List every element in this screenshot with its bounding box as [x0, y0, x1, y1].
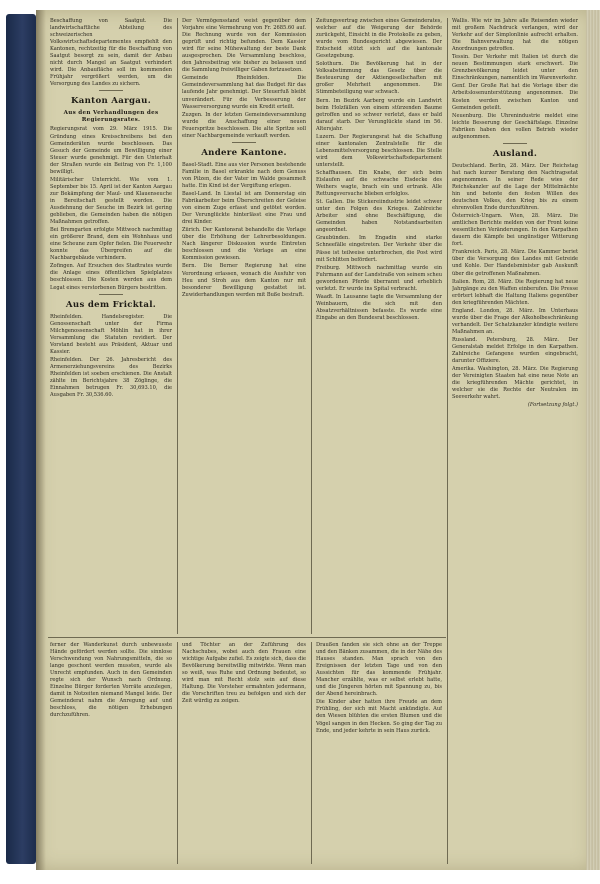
- column-rule: [177, 18, 178, 634]
- page-fold-shadow: [36, 10, 46, 870]
- article-paragraph: England. London, 28. März. Im Unterhaus wurde über die Frage der Alkoholbeschränkung verhandelt. Der Schatzkanzler kündigte weitere Maßnahmen an.: [452, 307, 578, 335]
- feuilleton-column-2: [182, 642, 306, 864]
- feuilleton-paragraph: ferner der Wanderkunst durch unbewusste Hände gefördert werden sollte. Die sinnlose Verschwendung von Nahrungsmitteln, die so lange geschont werden mussten, wurde als Unrecht empfunden. Auch in den Gemeinden regte sich der Wunsch nach Ordnung. Einzelne Bürger forderten Vorräte anzulegen, damit in Notzeiten niemand Mangel leide. Der Gemeinderat nahm die Anregung auf und beschloss, die nötigen Erhebungen durchzuführen.: [50, 642, 172, 719]
- article-paragraph: St. Gallen. Die Stickereiindustrie leidet schwer unter den Folgen des Krieges. Zahlreiche Arbeiter sind ohne Beschäftigung, die Gemeinden haben Notstandsarbeiten angeordnet.: [316, 199, 442, 234]
- article-paragraph: Neuenburg. Die Uhrenindustrie meldet eine leichte Besserung der Geschäftslage. Einzelne Fabriken haben den vollen Betrieb wieder aufgenommen.: [452, 112, 578, 140]
- section-heading-andere-kantone: Andere Kantone.: [201, 147, 287, 158]
- article-divider: [99, 294, 123, 295]
- section-heading-ausland: Ausland.: [492, 148, 538, 159]
- column-rule: [447, 18, 448, 864]
- column-rule: [177, 642, 178, 864]
- column-rule: [311, 642, 312, 864]
- article-paragraph: Russland. Petersburg, 28. März. Der Generalstab meldet Erfolge in den Karpathen. Zahlreiche Gefangene wurden eingebracht, darunter Offiziere.: [452, 336, 578, 365]
- column-3: [316, 18, 442, 634]
- section-heading-fricktal: Aus dem Fricktal.: [65, 299, 157, 310]
- article-paragraph: Zofingen. Auf Ersuchen des Stadtrates wurde die Anlage eines öffentlichen Spielplatzes beschlossen. Die Kosten werden aus dem Legat eines verstorbenen Bürgers bestritten.: [50, 263, 172, 291]
- article-paragraph: Bern. Im Bezirk Aarberg wurde ein Landwirt beim Holzfällen von einem stürzenden Baume getroffen und so schwer verletzt, dass er bald darauf starb. Der Verunglückte stand im 56. Altersjahr.: [316, 97, 442, 132]
- article-paragraph: Zuzgen. In der letzten Gemeindeversammlung wurde die Anschaffung einer neuen Feuerspritze beschlossen. Die alte Spritze soll einer Nachbargemeinde verkauft werden.: [182, 111, 306, 139]
- feuilleton-paragraph: Die Kinder aber hatten ihre Freude an dem Frühling, der sich mit Macht ankündigte. Auf den Wiesen blühten die ersten Blumen und die Vögel sangen in den Hecken. So ging der Tag zu Ende, und jeder kehrte in sein Haus zurück.: [316, 699, 442, 734]
- article-paragraph: Frankreich. Paris, 28. März. Die Kammer beriet über die Versorgung des Landes mit Getreide und Kohle. Der Handelsminister gab Auskunft über die getroffenen Maßnahmen.: [452, 249, 578, 277]
- article-paragraph: Luzern. Der Regierungsrat hat die Schaffung einer kantonalen Zentralstelle für die Lebensmittelversorgung beschlossen. Die Stelle wird dem Volkswirtschaftsdepartement unterstellt.: [316, 133, 442, 168]
- book-binding: [6, 14, 36, 864]
- article-paragraph: Freiburg. Mittwoch nachmittag wurde ein Fuhrmann auf der Landstraße von seinem scheu gewordenen Pferde überrannt und erheblich verletzt. Er wurde ins Spital verbracht.: [316, 264, 442, 292]
- article-paragraph: Waadt. In Lausanne tagte die Versammlung der Weinbauern, die sich mit den Absatzverhältnissen befasste. Es wurde eine Eingabe an den Bundesrat beschlossen.: [316, 293, 442, 321]
- feuilleton-paragraph: und Töchter an der Zuführung des Nachschubes, wobei auch den Frauen eine wichtige Aufgabe zufiel. Es zeigte sich, dass die Bevölkerung bereitwillig mitwirkte. Wenn man so weiß, was Ruhe und Ordnung bedeutet, so wird man mit Recht stolz sein auf diese Haltung. Die Vorsteher ermahnten jedermann, die Vorschriften treu zu befolgen und sich der Zeit würdig zu zeigen.: [182, 642, 306, 705]
- continuation-note: (Fortsetzung folgt.): [527, 402, 578, 409]
- article-paragraph: Italien. Rom, 28. März. Die Regierung hat neue Jahrgänge zu den Waffen einberufen. Die Presse erörtert lebhaft die Haltung Italiens gegenüber den kriegführenden Mächten.: [452, 278, 578, 306]
- article-paragraph: Solothurn. Die Bevölkerung hat in der Volksabstimmung das Gesetz über die Besteuerung der Aktiengesellschaften mit großer Mehrheit angenommen. Die Stimmbeteiligung war schwach.: [316, 61, 442, 96]
- feuilleton-column-1: [50, 642, 172, 864]
- section-heading-aargau: Kanton Aargau.: [70, 96, 151, 107]
- article-paragraph: Deutschland. Berlin, 28. März. Der Reichstag hat nach kurzer Beratung den Nachtragsetat angenommen. In seiner Rede wies der Reichskanzler auf die Lage der Mittelmächte hin und betonte den festen Willen des deutschen Volkes, den Krieg bis zu einem ehrenvollen Ende durchzuführen.: [452, 162, 578, 212]
- page-block-edge: [586, 10, 600, 870]
- article-paragraph: Österreich-Ungarn. Wien, 28. März. Die amtlichen Berichte melden von der Front keine wesentlichen Veränderungen. In den Karpathen dauern die Kämpfe bei ungünstiger Witterung fort.: [452, 213, 578, 248]
- article-paragraph: Schaffhausen. Ein Knabe, der sich beim Eislaufen auf die schwache Eisdecke des Weihers wagte, brach ein und ertrank. Alle Rettungsversuche blieben erfolglos.: [316, 169, 442, 198]
- section-rule: [48, 637, 446, 638]
- article-paragraph: Regierungsrat vom 29. März 1915. Die Gründung eines Kreisschreibens bei den Gemeinderäten wurde beschlossen. Das Gesuch der Gemeinde um Bewilligung einer Steuer wurde genehmigt. Für den Unterhalt der Straßen wurde ein Beitrag von Fr. 1,100 bewilligt.: [50, 126, 172, 175]
- article-divider: [503, 143, 527, 144]
- subheading: Aus den Verhandlungen des Regierungsrates.: [63, 110, 159, 124]
- article-paragraph: Rheinfelden. Handelsregister. Die Genossenschaft unter der Firma Milchgenossenschaft Möhlin hat in ihrer Versammlung die Statuten revidiert. Der Vorstand besteht aus Präsident, Aktuar und Kassier.: [50, 313, 172, 355]
- column-4: [452, 18, 578, 864]
- column-1: [50, 18, 172, 634]
- article-paragraph: Beschaffung von Saatgut. Die landwirtschaftliche Abteilung des schweizerischen Volkswirtschaftsdepartementes empfiehlt den Kantonen, rechtzeitig für die Beschaffung von Saatgut besorgt zu sein, damit der Anbau nicht durch Mangel an Saatgut verhindert wird. Die Anbaufläche soll im kommenden Frühjahr vergrößert werden, um die Versorgung des Landes zu sichern.: [50, 18, 172, 88]
- article-paragraph: Bei Bremgarten erfolgte Mittwoch nachmittag ein größerer Brand, dem ein Wohnhaus und eine Scheune zum Opfer fielen. Die Feuerwehr konnte das Übergreifen auf die Nachbargebäude verhindern.: [50, 227, 172, 262]
- feuilleton-column-3: [316, 642, 442, 864]
- article-paragraph: Militärischer Unterricht. Wie vom 1. September bis 15. April ist der Kanton Aargau zur Bekämpfung der Maul- und Klauenseuche in Bereitschaft gestellt worden. Die Ausdehnung der Seuche im Bezirk ist gering geblieben, die Gemeinden haben die nötigen Maßnahmen getroffen.: [50, 176, 172, 226]
- article-paragraph: Amerika. Washington, 28. März. Die Regierung der Vereinigten Staaten hat eine neue Note an die kriegführenden Mächte gerichtet, in welcher sie die Rechte der Neutralen im Seeverkehr wahrt.: [452, 366, 578, 401]
- newspaper-page: [36, 10, 592, 870]
- article-paragraph: Der Vermögensstand weist gegenüber dem Vorjahre eine Vermehrung von Fr. 2685.60 auf. Die Rechnung wurde von der Kommission geprüft und richtig befunden. Dem Kassier wird für seine Mühewaltung der beste Dank ausgesprochen. Die Versammlung beschloss, den Jahresbeitrag wie bisher zu belassen und die Sammlung freiwilliger Gaben fortzusetzen.: [182, 18, 306, 74]
- article-paragraph: Bern. Die Berner Regierung hat eine Verordnung erlassen, wonach die Ausfuhr von Heu und Stroh aus dem Kanton nur mit besonderer Bewilligung gestattet ist. Zuwiderhandlungen werden mit Buße bestraft.: [182, 263, 306, 298]
- feuilleton-paragraph: Draußen fanden sie sich ohne an der Treppe und den Bänken zusammen, die in der Nähe des Hauses standen. Man sprach von den Ereignissen der letzten Tage und von den Aussichten für das kommende Frühjahr. Mancher erzählte, was er selbst erlebt hatte, und die Jüngeren hörten mit Spannung zu, bis der Abend hereinbrach.: [316, 642, 442, 698]
- article-paragraph: Basel-Land. In Liestal ist am Donnerstag ein Fabrikarbeiter beim Überschreiten der Geleise von einem Zuge erfasst und getötet worden. Der Verunglückte hinterlässt eine Frau und drei Kinder.: [182, 190, 306, 226]
- article-paragraph: Wallis. Wie wir im Jahre alle Reisenden wieder mit großem Nachdruck verlangen, wird der Verkehr auf der Simplonlinie aufrecht erhalten. Die Bahnverwaltung hat die nötigen Anordnungen getroffen.: [452, 18, 578, 53]
- article-paragraph: Basel-Stadt. Eine aus vier Personen bestehende Familie in Basel erkrankte nach dem Genuss von Pilzen, die der Vater im Walde gesammelt hatte. Ein Kind ist der Vergiftung erlegen.: [182, 161, 306, 189]
- article-divider: [232, 142, 256, 143]
- article-paragraph: Tessin. Der Verkehr mit Italien ist durch die neuen Bestimmungen stark erschwert. Die Grenzbevölkerung leidet unter den Einschränkungen, namentlich im Warenverkehr.: [452, 54, 578, 82]
- article-paragraph: Gemeinde Rheinfelden. Die Gemeindeversammlung hat das Budget für das laufende Jahr genehmigt. Der Steuerfuß bleibt unverändert. Für die Verbesserung der Wasserversorgung wurde ein Kredit erteilt.: [182, 75, 306, 110]
- article-paragraph: Graubünden. Im Engadin sind starke Schneefälle eingetreten. Der Verkehr über die Pässe ist teilweise unterbrochen, die Post wird mit Schlitten befördert.: [316, 235, 442, 263]
- article-paragraph: Genf. Der Große Rat hat die Vorlage über die Arbeitslosenunterstützung angenommen. Die Kosten werden zwischen Kanton und Gemeinden geteilt.: [452, 83, 578, 111]
- article-divider: [99, 90, 123, 91]
- article-paragraph: Zürich. Der Kantonsrat behandelte die Vorlage über die Erhöhung der Lehrerbesoldungen. Nach längerer Diskussion wurde Eintreten beschlossen und die Vorlage an eine Kommission gewiesen.: [182, 227, 306, 262]
- article-paragraph: Rheinfelden. Der 26. Jahresbericht des Armenerziehungsvereins des Bezirks Rheinfelden ist soeben erschienen. Die Anstalt zählte im Berichtsjahre 38 Zöglinge, die Einnahmen betrugen Fr. 30,693.10, die Ausgaben Fr. 30,536.60.: [50, 356, 172, 399]
- column-rule: [311, 18, 312, 634]
- article-paragraph: Zeitungsvertrag zwischen eines Gemeinderates, welcher auf die Weigerung der Behörde zurückgeht, Einsicht in die Protokolle zu geben, wurde vom Bundesgericht abgewiesen. Der Entscheid stützt sich auf die kantonale Gesetzgebung.: [316, 18, 442, 60]
- column-2: [182, 18, 306, 634]
